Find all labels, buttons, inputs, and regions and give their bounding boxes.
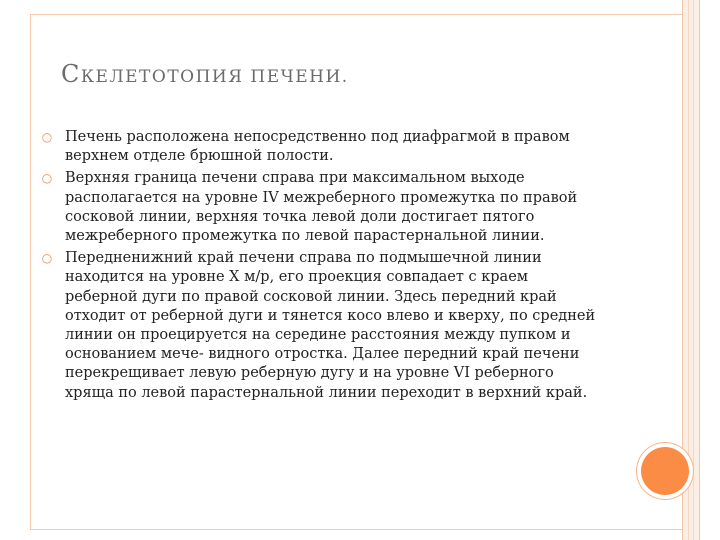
bullet-text: Передненижний край печени справа по подмышечной линии находится на уровне X м/р, его проекция совпадает с краем реберной дуги по правой сосковой линии. Здесь передний край отходит от реберной дуги и тянется косо влево и кверху, по средней линии он проецируется на середине расстояния между пупком и основанием мече- видного отростка. Далее передний край печени перекрещивает левую реберную дугу и на уровне VI реберного хряща по левой парастернальной линии переходит в верхний край. [65, 250, 596, 401]
bullet-list [40, 128, 600, 406]
bullet-circle-icon: ○ [41, 171, 53, 186]
title-first-letter: С [61, 60, 81, 88]
bullet-item [40, 128, 600, 166]
title-rest: КЕЛЕТОТОПИЯ ПЕЧЕНИ. [80, 67, 349, 87]
bullet-text: Верхняя граница печени справа при максимальном выходе располагается на уровне IV межреберного промежутка по правой сосковой линии, верхняя точка левой доли достигает пятого межреберного промежутка по левой парастернальной линии. [65, 170, 578, 245]
slide-title [61, 60, 349, 88]
bullet-item [40, 249, 600, 403]
orange-circle-decoration [641, 447, 689, 495]
bullet-circle-icon: ○ [41, 130, 53, 144]
bullet-text: Печень расположена непосредственно под диафрагмой в правом верхнем отделе брюшной полости. [65, 129, 570, 165]
bullet-item [40, 169, 600, 246]
right-decorative-band-inner [688, 0, 694, 540]
bullet-circle-icon: ○ [41, 251, 53, 266]
